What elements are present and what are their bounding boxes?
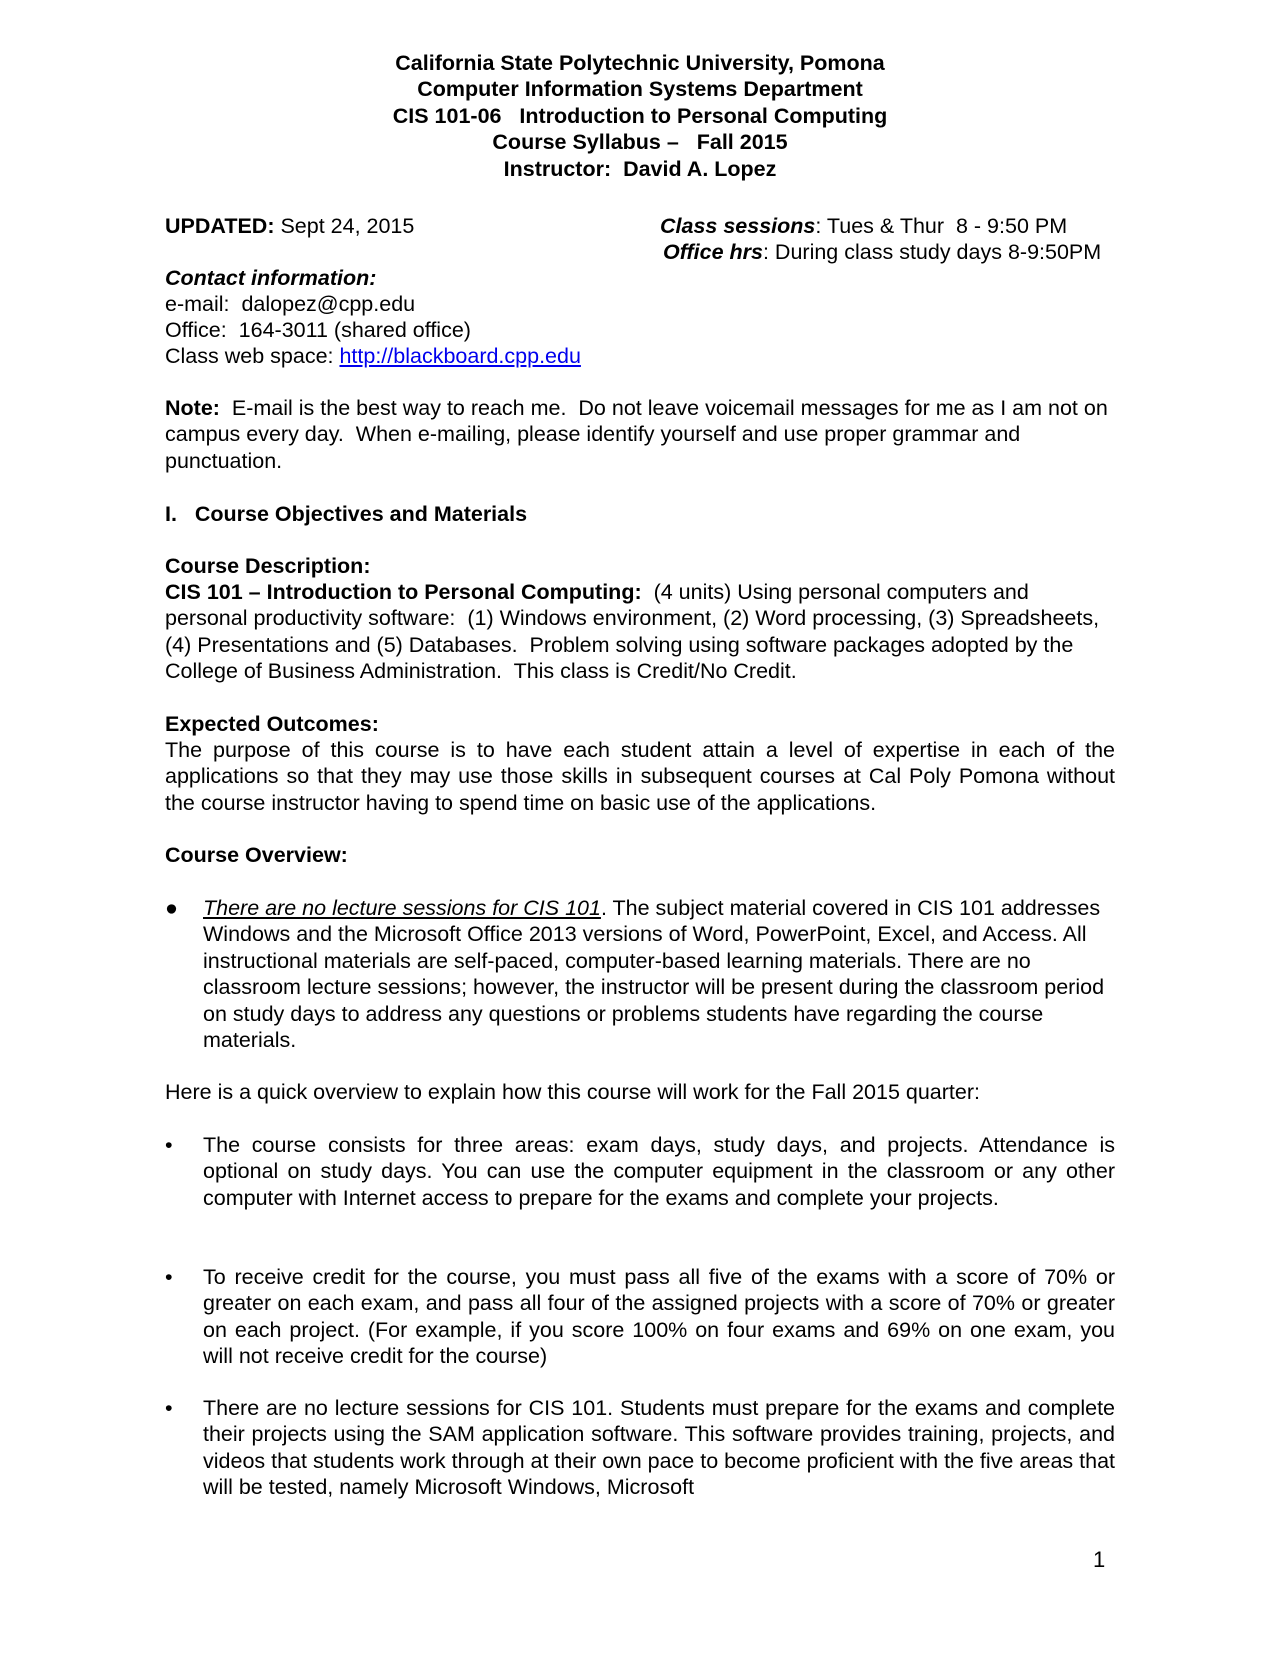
class-sessions-label: Class sessions bbox=[660, 214, 816, 238]
overview-bullet-lecture-text: . The subject material covered in CIS 101 addresses Windows and the Microsoft Office 2013 versions of Word, PowerPoint, Excel, and Access. All instructional materials are self-paced, computer-based learning materials. There are no classroom lecture sessions; however, the instructor will be present during the classroom period on study days to address any questions or problems students have regarding the course materials. bbox=[203, 896, 1105, 1053]
class-sessions-value: : Tues & Thur 8 - 9:50 PM bbox=[815, 214, 1068, 238]
no-lecture-emphasis: There are no lecture sessions for CIS 101 bbox=[203, 896, 601, 920]
page-number: 1 bbox=[1093, 1547, 1106, 1572]
overview-bullet: To receive credit for the course, you must pass all five of the exams with a score of 70% or greater on each exam, and pass all four of the assigned projects with a score of 70% or greater on each project. (For example, if you score 100% on four exams and 69% on one exam, you will not receive credit for the course) bbox=[203, 1265, 1115, 1369]
course-description-paragraph bbox=[165, 579, 1115, 685]
course-description-heading: Course Description: bbox=[165, 554, 371, 578]
document-header bbox=[0, 50, 1280, 182]
note-paragraph bbox=[165, 395, 1115, 474]
contact-office: Office: 164-3011 (shared office) bbox=[165, 318, 471, 342]
blackboard-link[interactable]: http://blackboard.cpp.edu bbox=[339, 344, 581, 368]
course-overview-heading: Course Overview: bbox=[165, 843, 348, 867]
updated-line bbox=[165, 213, 414, 239]
overview-intro: Here is a quick overview to explain how this course will work for the Fall 2015 quarter: bbox=[165, 1080, 980, 1104]
instructor-name: Instructor: David A. Lopez bbox=[503, 156, 777, 181]
updated-value: Sept 24, 2015 bbox=[274, 214, 415, 238]
course-title: CIS 101-06 Introduction to Personal Computing bbox=[392, 103, 888, 128]
note-label: Note: bbox=[165, 396, 220, 420]
bullet-dot-icon: ● bbox=[165, 896, 178, 920]
bullet-icon: • bbox=[165, 1133, 173, 1157]
expected-outcomes-heading: Expected Outcomes: bbox=[165, 712, 379, 736]
overview-bullet: The course consists for three areas: exam days, study days, and projects. Attendance is optional on study days. You can use the computer equipment in the classroom or any other computer with Internet access to prepare for the exams and complete your projects. bbox=[203, 1133, 1115, 1210]
overview-bullet: There are no lecture sessions for CIS 101. Students must prepare for the exams and complete their projects using the SAM application software. This software provides training, projects, and videos that students work through at their own pace to become proficient with the five areas that will be tested, namely Microsoft Windows, Microsoft bbox=[203, 1396, 1115, 1500]
contact-heading: Contact information: bbox=[165, 266, 377, 290]
expected-outcomes-text: The purpose of this course is to have each student attain a level of expertise in each of the applications so that they may use those skills in subsequent courses at Cal Poly Pomona without the course instructor having to spend time on basic use of the applications. bbox=[165, 738, 1115, 815]
contact-email: e-mail: dalopez@cpp.edu bbox=[165, 292, 416, 316]
web-label: Class web space: bbox=[165, 344, 340, 368]
office-hours-value: : During class study days 8-9:50PM bbox=[762, 240, 1102, 264]
office-hours-line bbox=[663, 239, 1101, 265]
course-description-text: (4 units) Using personal computers and personal productivity software: (1) Windows environment, (2) Word processing, (3) Spreadsheets, (4) Presentations and (5) Databases. Problem solving using software packages adopted by the College of Business Administration. This class is Credit/No Credit. bbox=[165, 580, 1106, 684]
university-name: California State Polytechnic University, Pomona bbox=[395, 51, 885, 75]
updated-label: UPDATED: bbox=[165, 214, 275, 238]
department-name: Computer Information Systems Department bbox=[417, 77, 863, 102]
syllabus-term: Course Syllabus – Fall 2015 bbox=[492, 130, 788, 155]
note-text: E-mail is the best way to reach me. Do not leave voicemail messages for me as I am not on campus every day. When e-mailing, please identify yourself and use proper grammar and punctuation. bbox=[165, 396, 1114, 473]
contact-web bbox=[165, 343, 581, 369]
section-title: I. Course Objectives and Materials bbox=[165, 502, 528, 526]
overview-bullet-lecture bbox=[203, 895, 1115, 1053]
bullet-icon: • bbox=[165, 1265, 173, 1289]
class-sessions-line bbox=[660, 213, 1067, 239]
office-hours-label: Office hrs bbox=[663, 240, 763, 264]
course-description-bold: CIS 101 – Introduction to Personal Computing: bbox=[165, 580, 642, 604]
bullet-icon: • bbox=[165, 1396, 173, 1420]
